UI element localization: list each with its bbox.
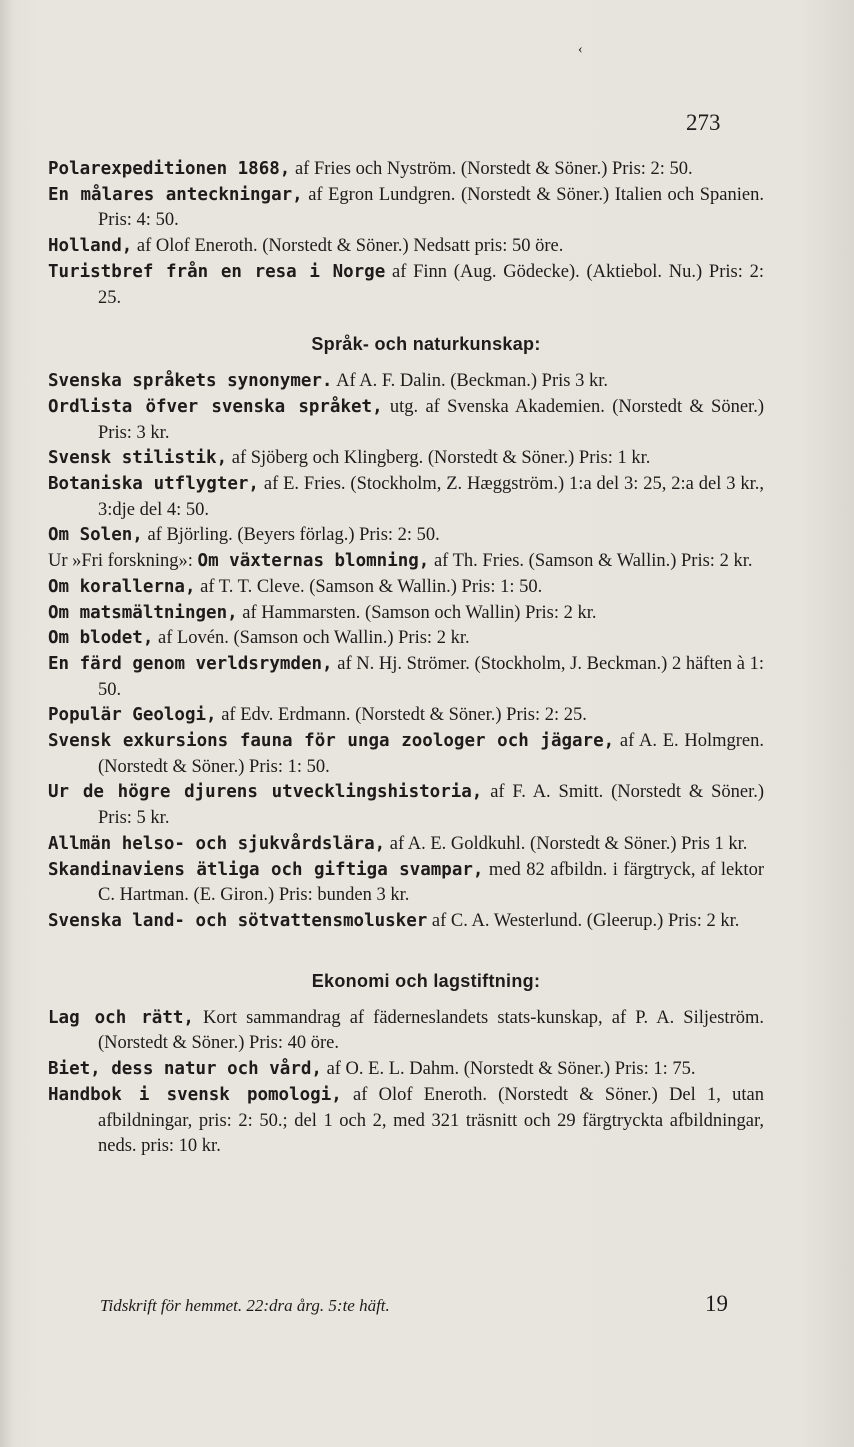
catalogue-entry <box>48 1083 764 1160</box>
catalogue-entry <box>48 652 764 703</box>
entry-title: Botaniska utflygter, <box>48 474 259 495</box>
entry-details: af N. Hj. Strömer. (Stockholm, J. Beckman.) 2 häften à 1: 50. <box>98 653 764 700</box>
page-number: 273 <box>686 110 721 135</box>
entry-title: Om korallerna, <box>48 576 196 597</box>
entry-details: af Fries och Nyström. (Norstedt & Söner.) Pris: 2: 50. <box>290 159 693 179</box>
entry-title: En målares anteckningar, <box>48 184 303 205</box>
entry-details: af Edv. Erdmann. (Norstedt & Söner.) Pris: 2: 25. <box>216 705 587 726</box>
entry-group-top <box>48 157 764 311</box>
section-heading-economy-law: Ekonomi och lagstiftning: <box>311 970 541 991</box>
section-heading-language-nature: Språk- och naturkunskap: <box>311 334 541 355</box>
catalogue-entry <box>48 472 764 523</box>
entry-details: af T. T. Cleve. (Samson & Wallin.) Pris: 1: 50. <box>195 576 543 597</box>
catalogue-entry <box>48 909 764 935</box>
entry-title: Svensk stilistik, <box>48 448 228 469</box>
catalogue-entry <box>48 626 764 652</box>
entry-title: Biet, dess natur och vård, <box>48 1059 322 1080</box>
margin-mark: ‹ <box>578 42 583 57</box>
catalogue-entry <box>48 446 764 472</box>
entry-title: Holland, <box>48 236 133 257</box>
catalogue-entry <box>48 1057 764 1083</box>
entry-title: Turistbref från en resa i Norge <box>48 261 386 282</box>
catalogue-entry <box>48 369 764 395</box>
entry-group-language-nature <box>48 369 764 934</box>
entry-details: af E. Fries. (Stockholm, Z. Hæggström.) 1:a del 3: 25, 2:a del 3 kr., 3:dje del 4: 50. <box>98 474 765 520</box>
catalogue-entry <box>48 260 764 311</box>
entry-series: Ur »Fri forskning»: <box>48 551 198 572</box>
entry-details: af Hammarsten. (Samson och Wallin) Pris: 2 kr. <box>237 602 597 623</box>
catalogue-entry <box>48 601 764 627</box>
entry-details: utg. af Svenska Akademien. (Norstedt & Söner.) Pris: 3 kr. <box>98 396 764 443</box>
entry-details: af A. E. Holmgren. (Norstedt & Söner.) Pris: 1: 50. <box>98 731 765 777</box>
entry-title: Om växternas blomning, <box>197 551 430 572</box>
entry-title: Skandinaviens ätliga och giftiga svampar, <box>48 859 484 880</box>
catalogue-entry <box>48 575 764 601</box>
entry-details: af O. E. L. Dahm. (Norstedt & Söner.) Pris: 1: 75. <box>321 1059 696 1080</box>
catalogue-entry <box>48 157 764 183</box>
entry-details: af C. A. Westerlund. (Gleerup.) Pris: 2 kr. <box>427 910 740 931</box>
entry-title: Allmän helso- och sjukvårdslära, <box>48 833 386 854</box>
catalogue-entry <box>48 549 764 575</box>
entry-title: Om Solen, <box>48 525 143 546</box>
catalogue-entry <box>48 780 764 831</box>
journal-footer-text: Tidskrift för hemmet. 22:dra årg. 5:te häft. <box>100 1296 390 1315</box>
page-footer <box>100 1291 728 1316</box>
entry-group-economy-law <box>48 1006 764 1160</box>
entry-title: Svenska språkets synonymer. <box>48 371 333 392</box>
entry-details: af Björling. (Beyers förlag.) Pris: 2: 50. <box>142 525 440 546</box>
entry-title: Polarexpeditionen 1868, <box>48 159 291 179</box>
entry-title: Populär Geologi, <box>48 705 217 726</box>
catalogue-entry <box>48 858 764 909</box>
entry-title: Ordlista öfver svenska språket, <box>48 396 383 417</box>
signature-mark: 19 <box>705 1291 728 1316</box>
catalogue-entry <box>48 1006 764 1057</box>
entry-title: Svensk exkursions fauna för unga zoologer och jägare, <box>48 731 615 752</box>
entry-details: af Sjöberg och Klingberg. (Norstedt & Söner.) Pris: 1 kr. <box>227 448 651 469</box>
entry-title: Om blodet, <box>48 628 154 649</box>
entry-details: af F. A. Smitt. (Norstedt & Söner.) Pris: 5 kr. <box>98 782 765 829</box>
entry-details: af Th. Fries. (Samson & Wallin.) Pris: 2 kr. <box>429 551 753 572</box>
catalogue-entry <box>48 832 764 858</box>
catalogue-entry <box>48 183 764 234</box>
entry-details: Kort sammandrag af fäderneslandets stats-kunskap, af P. A. Siljeström. (Norstedt & Söner.) Pris: 40 öre. <box>98 1007 764 1054</box>
entry-details: af A. E. Goldkuhl. (Norstedt & Söner.) Pris 1 kr. <box>385 833 748 854</box>
catalogue-list <box>48 157 764 1160</box>
entry-title: Handbok i svensk pomologi, <box>48 1084 342 1105</box>
entry-details: med 82 afbildn. i färgtryck, af lektor C. Hartman. (E. Giron.) Pris: bunden 3 kr. <box>98 859 764 906</box>
entry-details: af Lovén. (Samson och Wallin.) Pris: 2 kr. <box>153 628 470 649</box>
catalogue-entry <box>48 234 764 260</box>
entry-details: Af A. F. Dalin. (Beckman.) Pris 3 kr. <box>332 371 608 392</box>
catalogue-entry <box>48 395 764 446</box>
entry-title: En färd genom verldsrymden, <box>48 653 333 674</box>
entry-details: af Egron Lundgren. (Norstedt & Söner.) Italien och Spanien. Pris: 4: 50. <box>98 184 764 231</box>
entry-title: Svenska land- och sötvattensmolusker <box>48 910 428 931</box>
catalogue-entry <box>48 703 764 729</box>
catalogue-entry <box>48 729 764 780</box>
entry-title: Ur de högre djurens utvecklingshistoria, <box>48 782 483 803</box>
entry-title: Lag och rätt, <box>48 1007 194 1028</box>
entry-details: af Olof Eneroth. (Norstedt & Söner.) Nedsatt pris: 50 öre. <box>132 236 564 257</box>
catalogue-entry <box>48 523 764 549</box>
entry-details: af Finn (Aug. Gödecke). (Aktiebol. Nu.) Pris: 2: 25. <box>98 261 764 308</box>
entry-title: Om matsmältningen, <box>48 602 238 623</box>
entry-details: af Olof Eneroth. (Norstedt & Söner.) Del 1, utan afbildningar, pris: 2: 50.; del 1 och 2, med 321 träsnitt och 29 färgtryckta afbildningar, neds. pris: 10 kr. <box>98 1084 764 1157</box>
